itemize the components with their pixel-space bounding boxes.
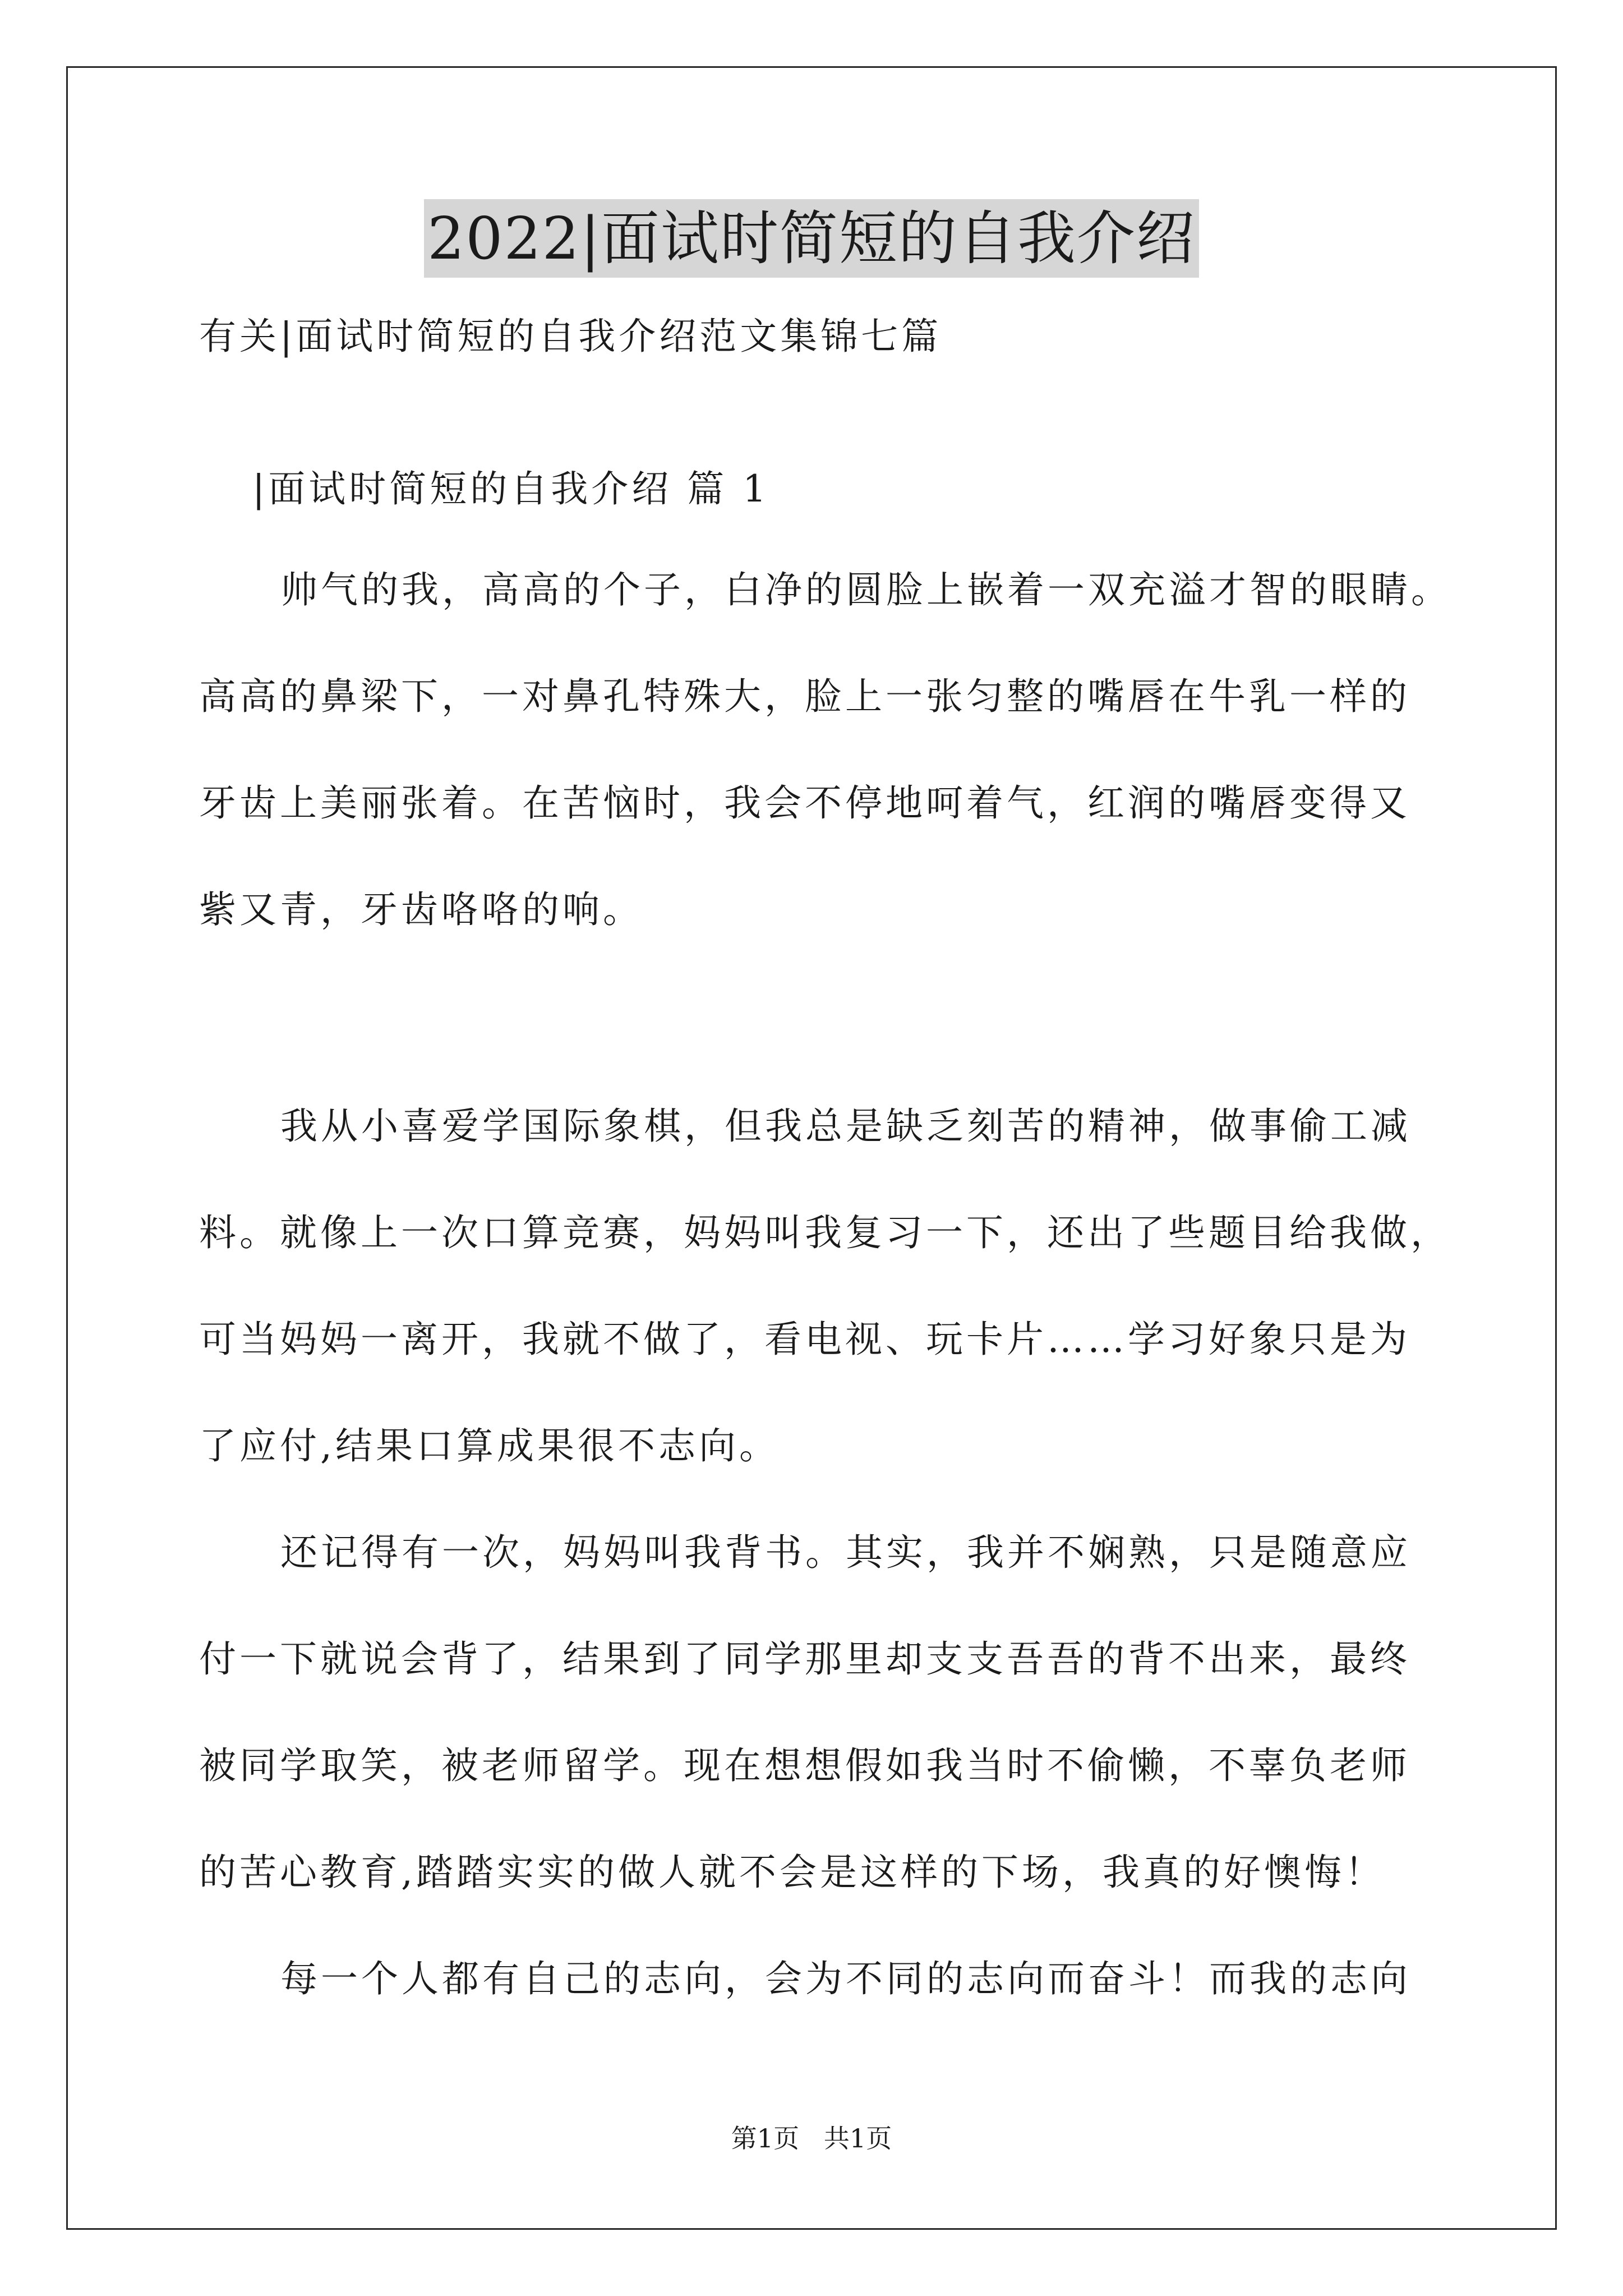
paragraph-2-line-2: 料。就像上一次口算竞赛，妈妈叫我复习一下，还出了些题目给我做， <box>199 1211 1451 1254</box>
paragraph-4-line-1: 每一个人都有自己的志向，会为不同的志向而奋斗！而我的志向 <box>280 1957 1411 2000</box>
section-heading: |面试时简短的自我介绍 篇 1 <box>252 467 770 510</box>
page-footer: 第1页 共1页 <box>731 2123 892 2154</box>
paragraph-2-line-3: 可当妈妈一离开，我就不做了，看电视、玩卡片……学习好象只是为 <box>199 1318 1410 1361</box>
paragraph-3-line-3: 被同学取笑，被老师留学。现在想想假如我当时不偷懒，不辜负老师 <box>199 1744 1410 1787</box>
document-subtitle: 有关|面试时简短的自我介绍范文集锦七篇 <box>199 315 942 358</box>
paragraph-3-line-4: 的苦心教育,踏踏实实的做人就不会是这样的下场，我真的好懊悔！ <box>199 1851 1385 1894</box>
paragraph-2-line-1: 我从小喜爱学国际象棋，但我总是缺乏刻苦的精神，做事偷工减 <box>280 1105 1411 1148</box>
paragraph-1-line-2: 高高的鼻梁下，一对鼻孔特殊大，脸上一张匀整的嘴唇在牛乳一样的 <box>199 675 1410 718</box>
paragraph-1-line-4: 紫又青，牙齿咯咯的响。 <box>199 888 643 931</box>
document-title: 2022|面试时简短的自我介绍 <box>424 199 1199 278</box>
paragraph-3-line-2: 付一下就说会背了，结果到了同学那里却支支吾吾的背不出来，最终 <box>199 1637 1410 1681</box>
paragraph-2-line-4: 了应付,结果口算成果很不志向。 <box>199 1424 780 1467</box>
paragraph-3-line-1: 还记得有一次，妈妈叫我背书。其实，我并不娴熟，只是随意应 <box>280 1531 1411 1574</box>
paragraph-1-line-3: 牙齿上美丽张着。在苦恼时，我会不停地呵着气，红润的嘴唇变得又 <box>199 781 1410 825</box>
paragraph-1-line-1: 帅气的我，高高的个子，白净的圆脸上嵌着一双充溢才智的眼睛。 <box>280 568 1451 611</box>
title-container <box>0 199 1623 278</box>
